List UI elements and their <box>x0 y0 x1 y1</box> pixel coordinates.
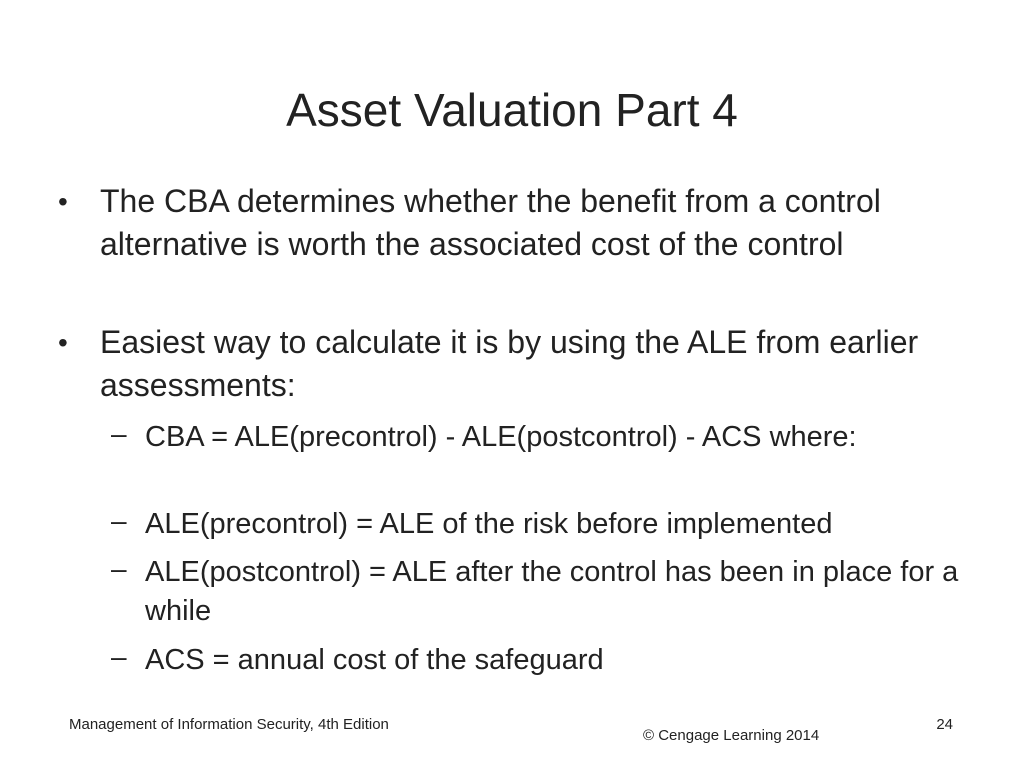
sub-bullet-text: ALE(precontrol) = ALE of the risk before implemented <box>145 508 833 540</box>
sub-bullet-marker: – <box>111 418 127 449</box>
sub-bullet-item <box>111 418 975 457</box>
footer-book-title: Management of Information Security, 4th Edition <box>69 716 389 733</box>
slide-title: Asset Valuation Part 4 <box>286 84 738 136</box>
sub-bullet-marker: – <box>111 505 127 536</box>
bullet-marker: • <box>58 186 68 217</box>
sub-bullet-text: ALE(postcontrol) = ALE after the control has been in place for a while <box>145 556 959 627</box>
sub-bullet-item <box>111 553 975 631</box>
sub-bullet-item <box>111 505 975 544</box>
bullet-marker: • <box>58 327 68 358</box>
bullet-text: The CBA determines whether the benefit from a control alternative is worth the associated cost of the control <box>100 183 881 262</box>
bullet-text: Easiest way to calculate it is by using the ALE from earlier assessments: <box>100 324 919 403</box>
sub-bullet-item <box>111 641 975 680</box>
footer-copyright: © Cengage Learning 2014 <box>643 727 820 744</box>
bullet-item <box>58 321 980 407</box>
sub-bullet-marker: – <box>111 641 127 672</box>
sub-bullet-marker: – <box>111 553 127 584</box>
sub-bullet-text: CBA = ALE(precontrol) - ALE(postcontrol) - ACS where: <box>145 421 857 453</box>
bullet-item <box>58 180 980 266</box>
sub-bullet-text: ACS = annual cost of the safeguard <box>145 644 604 676</box>
page-number: 24 <box>936 716 953 733</box>
